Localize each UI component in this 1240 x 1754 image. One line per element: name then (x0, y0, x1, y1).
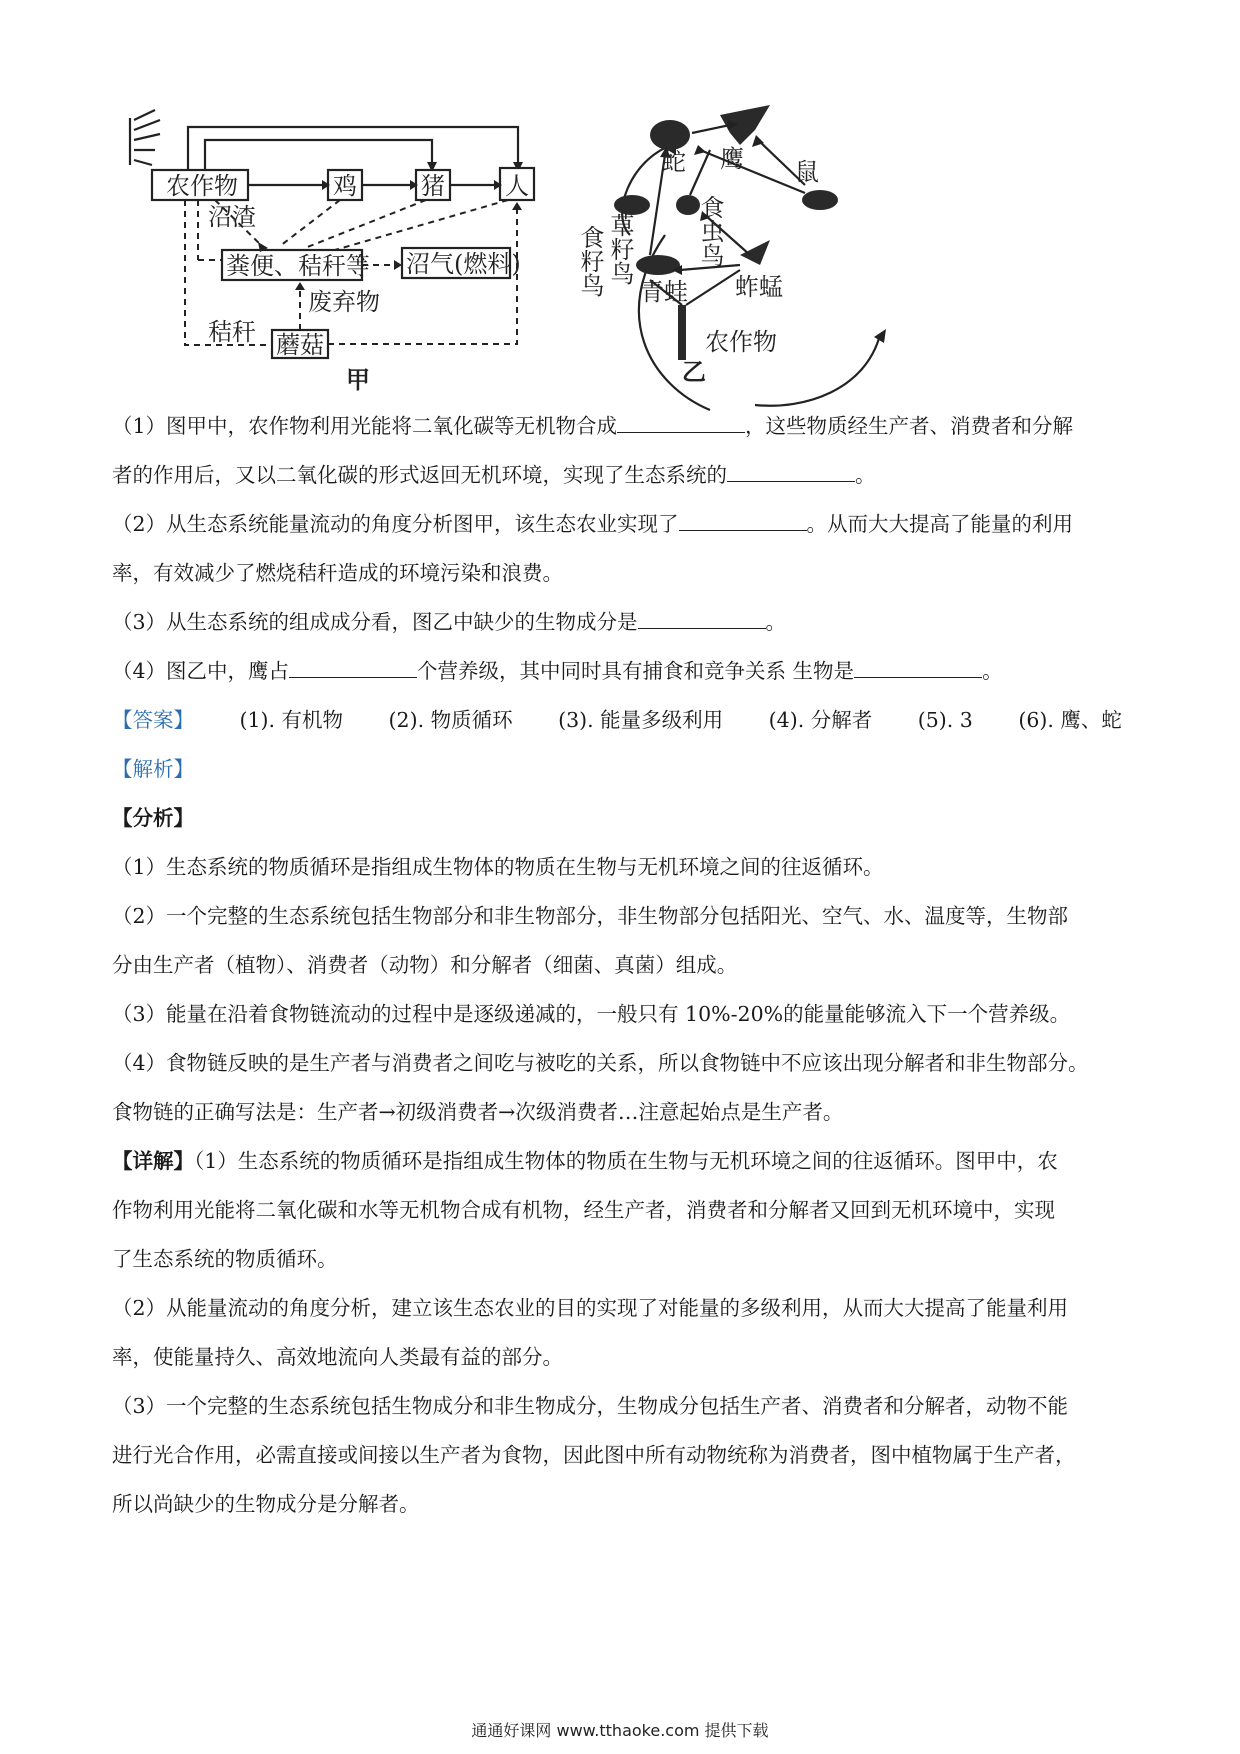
answer-blank-2 (727, 459, 855, 482)
question-1-line-2: 者的作用后，又以二氧化碳的形式返回无机环境，实现了生态系统的 。 (112, 451, 1132, 500)
answer-item: (1). 有机物 (239, 708, 344, 732)
straw-label: 秸秆 (208, 318, 256, 346)
answer-blank-1 (617, 410, 745, 433)
mushroom-label: 蘑菇 (276, 331, 324, 359)
detail-line: 率，使能量持久、高效地流向人类最有益的部分。 (112, 1345, 563, 1369)
figure-yi-caption: 乙 (682, 357, 706, 386)
detail-line-1: 【详解】（1）生态系统的物质循环是指组成生物体的物质在生物与无机环境之间的往返循环。图甲中，农 (112, 1149, 1058, 1173)
question-3: （3）从生态系统的组成成分看，图乙中缺少的生物成分是 。 (112, 598, 1132, 647)
analysis-line: （2）一个完整的生态系统包括生物部分和非生物部分，非生物部分包括阳光、空气、水、温度等，生物部 (112, 904, 1069, 928)
grass-bird-label: 草籽鸟 (606, 213, 634, 285)
sun-icon (130, 110, 160, 165)
seed-bird-label: 食籽鸟 (576, 225, 604, 297)
detail-line: 所以尚缺少的生物成分是分解者。 (112, 1492, 420, 1516)
figure-yi (576, 105, 960, 430)
frog-icon (636, 255, 680, 275)
analysis-line: 食物链的正确写法是：生产者→初级消费者→次级消费者…注意起始点是生产者。 (112, 1100, 844, 1124)
crop-label: 农作物 (166, 172, 238, 200)
answer-blank-5 (289, 655, 417, 678)
snake-label: 蛇 (662, 148, 686, 176)
answer-item: (5). 3 (917, 708, 973, 732)
chicken-label: 鸡 (333, 172, 357, 200)
analysis-line: 分由生产者（植物）、消费者（动物）和分解者（细菌、真菌）组成。 (112, 953, 738, 977)
zhazha-label: 沼渣 (208, 203, 256, 231)
seed-bird-icon (614, 195, 650, 215)
fenxi-tag: 【分析】 (112, 806, 194, 830)
crop-label-yi: 农作物 (705, 328, 777, 356)
page-footer: 通通好课网 www.tthaoke.com 提供下载 (471, 1721, 769, 1740)
answer-blank-4 (638, 606, 766, 629)
figure-jia-caption: 甲 (346, 365, 370, 394)
grasshopper-label: 蚱蜢 (735, 273, 783, 301)
answer-tag: 【答案】 (112, 708, 194, 732)
question-2-line-1: （2）从生态系统能量流动的角度分析图甲，该生态农业实现了 。从而大大提高了能量的利用 (112, 500, 1132, 549)
crop-plant-icon (678, 305, 686, 360)
pig-label: 猪 (421, 172, 445, 200)
analysis-line: （1）生态系统的物质循环是指组成生物体的物质在生物与无机环境之间的往返循环。 (112, 855, 884, 879)
frog-label: 青蛙 (640, 278, 688, 306)
eagle-label: 鹰 (720, 145, 744, 173)
questions-block (112, 402, 1132, 1529)
jiexi-tag: 【解析】 (112, 757, 194, 781)
question-1-line-1: （1）图甲中，农作物利用光能将二氧化碳等无机物合成 ，这些物质经生产者、消费者和分解 (112, 402, 1132, 451)
detail-line: （3）一个完整的生态系统包括生物成分和非生物成分，生物成分包括生产者、消费者和分解者，动物不能 (112, 1394, 1069, 1418)
detail-line: 进行光合作用，必需直接或间接以生产者为食物，因此图中所有动物统称为消费者，图中植物属于生产者， (112, 1443, 1076, 1467)
answer-blank-6 (854, 655, 982, 678)
detail-line: （2）从能量流动的角度分析，建立该生态农业的目的实现了对能量的多级利用，从而大大提高了能量利用 (112, 1296, 1069, 1320)
answer-blank-3 (679, 508, 807, 531)
analysis-line: （4）食物链反映的是生产者与消费者之间吃与被吃的关系，所以食物链中不应该出现分解者和非生物部分。 (112, 1051, 1089, 1075)
grasshopper-icon (740, 240, 770, 265)
answer-item: (3). 能量多级利用 (558, 708, 724, 732)
xiangjie-tag: 【详解】 (112, 1149, 194, 1173)
biogas-label: 沼气(燃料) (406, 250, 521, 278)
answer-item: (2). 物质循环 (388, 708, 513, 732)
question-4: （4）图乙中，鹰占 个营养级，其中同时具有捕食和竞争关系 生物是 。 (112, 647, 1132, 696)
figure-jia (130, 110, 600, 430)
answer-row (112, 696, 1122, 745)
answer-item: (4). 分解者 (768, 708, 873, 732)
detail-line: 了生态系统的物质循环。 (112, 1247, 338, 1271)
waste-label: 粪便、秸秆等 (226, 252, 370, 280)
mouse-icon (802, 190, 838, 210)
snake-icon (650, 120, 690, 150)
mouse-label: 鼠 (795, 158, 819, 186)
detail-line: 作物利用光能将二氧化碳和水等无机物合成有机物，经生产者，消费者和分解者又回到无机环境中，实现 (112, 1198, 1055, 1222)
waste-arrow-label: 废弃物 (308, 288, 380, 316)
question-2-line-2: 率，有效减少了燃烧秸秆造成的环境污染和浪费。 (112, 561, 563, 585)
insect-bird-label: 食虫鸟 (696, 195, 724, 267)
answer-item: (6). 鹰、蛇 (1018, 708, 1122, 732)
human-label: 人 (505, 172, 529, 200)
analysis-line: （3）能量在沿着食物链流动的过程中是逐级递减的，一般只有 10%-20%的能量能够流入下一个营养级。 (112, 1002, 1071, 1026)
